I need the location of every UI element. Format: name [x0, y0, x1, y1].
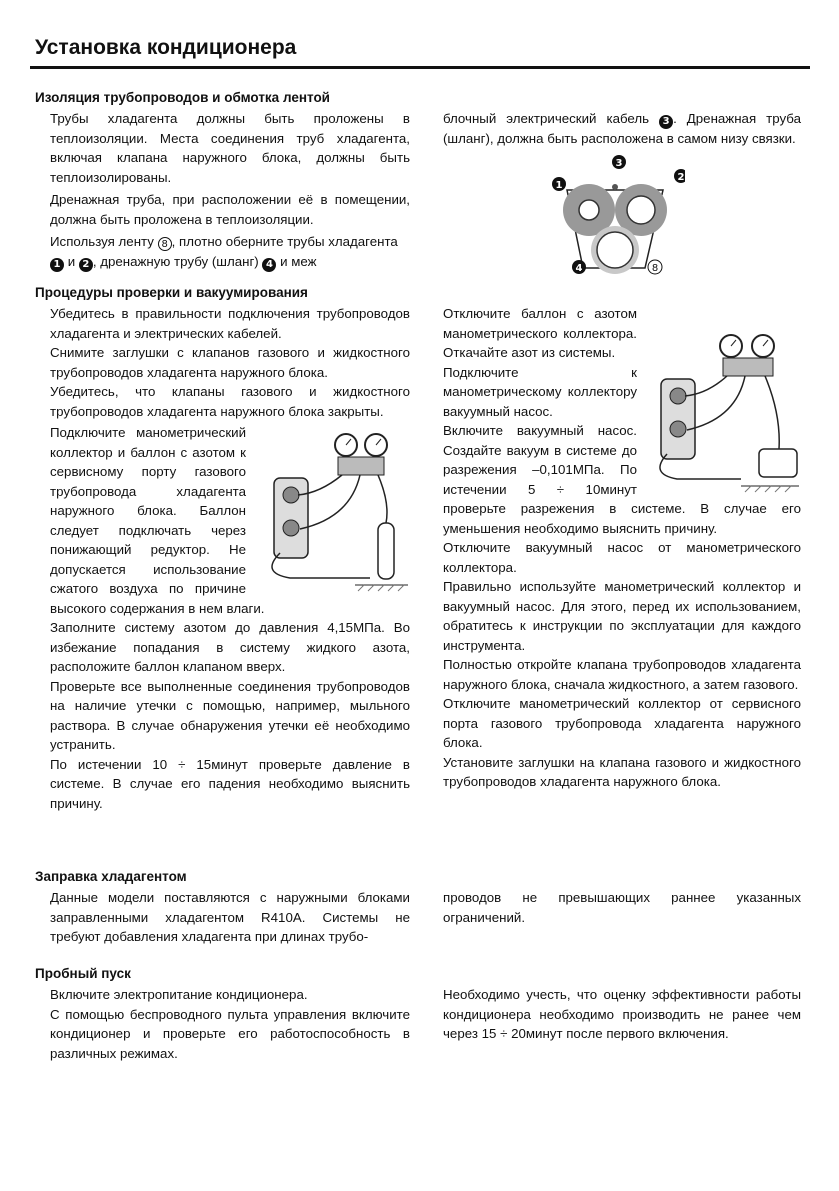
test-run-left-column: [50, 985, 410, 1063]
marker-4-icon: 4: [262, 258, 276, 272]
test-run-right-column: [443, 985, 801, 1044]
title-divider: [30, 66, 810, 69]
vacuum-block: [443, 304, 801, 538]
test-run-step-2: С помощью беспроводного пульта управления включите кондиционер и проверьте его работоспособность в различных режимах.: [50, 1006, 410, 1061]
section-heading-charging: Заправка хладагентом: [35, 869, 187, 884]
vacuum-step-8: Установите заглушки на клапана газового и жидкостного трубопроводов хладагента наружного блока.: [443, 754, 801, 789]
marker-2-icon: 2: [79, 258, 93, 272]
test-run-note: Необходимо учесть, что оценку эффективности работы кондиционера необходимо производить не ранее чем через 15 ÷ 20минут после первого включения.: [443, 987, 801, 1041]
charging-right-column: [443, 888, 801, 927]
insulation-right-paragraph: блочный электрический кабель 3 . Дренажная труба (шланг), должна быть расположена в самом низу связки.: [443, 111, 801, 146]
vacuum-step-5: Правильно используйте манометрический коллектор и вакуумный насос. Для этого, перед их использованием, обратитесь к инструкции по эксплуатации для каждого инструмента.: [443, 579, 801, 653]
svg-text:1: 1: [555, 180, 563, 191]
check-left-column: [50, 304, 410, 813]
insulation-left-column: [50, 109, 410, 272]
insulation-right-column: [443, 109, 801, 149]
charging-left-column: [50, 888, 410, 947]
check-step-3: Убедитесь, что клапаны газового и жидкостного трубопроводов хладагента наружного блока закрыты.: [50, 384, 410, 419]
page-title: Установка кондиционера: [35, 36, 297, 59]
section-heading-test-run: Пробный пуск: [35, 966, 131, 981]
diagram-marker-1-icon: [552, 177, 566, 191]
check-step-1: Убедитесь в правильности подключения трубопроводов хладагента и электрических кабелей.: [50, 306, 410, 341]
vacuum-step-1: Отключите баллон с азотом манометрического коллектора. Откачайте азот из системы.: [443, 306, 637, 360]
nitrogen-manifold-diagram: [250, 423, 410, 598]
vacuum-step-7: Отключите манометрический коллектор от сервисного порта газового трубопровода хладагента наружного блока.: [443, 696, 801, 750]
section-heading-check: Процедуры проверки и вакуумирования: [35, 285, 308, 300]
section-heading-insulation: Изоляция трубопроводов и обмотка лентой: [35, 90, 330, 105]
svg-text:3: 3: [615, 158, 623, 169]
vacuum-step-6: Полностью откройте клапана трубопроводов хладагента наружного блока, сначала жидкостного, а затем газового.: [443, 657, 801, 692]
vacuum-step-3: Включите вакуумный насос. Создайте вакуум в системе до разрежения –0,101МПа. По истечении 5 ÷ 10минут проверьте разрежения в системе. В случае его уменьшения необходимо выяснить причину.: [443, 423, 801, 536]
check-step-6: Проверьте все выполненные соединения трубопроводов на наличие утечки с помощью, например, мыльного раствора. В случае обнаружения утечки её необходимо устранить.: [50, 678, 410, 752]
vacuum-step-2: Подключите к манометрическому коллектору вакуумный насос.: [443, 364, 637, 419]
check-step-2: Снимите заглушки с клапанов газового и жидкостного трубопроводов хладагента наружного блока.: [50, 345, 410, 380]
svg-text:8: 8: [651, 263, 659, 274]
diagram-marker-8-icon: [648, 260, 662, 274]
insulation-paragraph-2: Дренажная труба, при расположении её в помещении, должна быть проложена в теплоизоляции.: [50, 192, 410, 227]
svg-text:2: 2: [677, 172, 685, 183]
test-run-step-1: Включите электропитание кондиционера.: [50, 987, 308, 1002]
vacuum-step-4: Отключите вакуумный насос от манометрического коллектора.: [443, 540, 801, 575]
pipe-bundle-diagram: [545, 150, 685, 285]
check-step-5: Заполните систему азотом до давления 4,15МПа. Во избежание попадания в систему жидкого азота, расположите баллон клапаном вверх.: [50, 620, 410, 674]
marker-8-icon: 8: [158, 237, 172, 251]
check-step-7: По истечении 10 ÷ 15минут проверьте давление в системе. В случае его падения необходимо выяснить причину.: [50, 756, 410, 811]
insulation-paragraph-3: Используя ленту 8 , плотно оберните трубы хладагента 1 и 2 , дренажную трубу (шланг) 4 и меж: [50, 234, 398, 270]
charging-paragraph: Данные модели поставляются с наружными блоками заправленными хладагентом R410A. Системы не требуют добавления хладагента при длинах трубо-: [50, 890, 410, 944]
diagram-marker-2-icon: [674, 169, 685, 183]
charging-paragraph-continued: проводов не превышающих раннее указанных ограничений.: [443, 890, 801, 925]
marker-1-icon: 1: [50, 258, 64, 272]
marker-3-icon: 3: [659, 115, 673, 129]
insulation-paragraph-1: Трубы хладагента должны быть проложены в теплоизоляции. Места соединения труб хладагента, включая клапана наружного блока, должны быть теплоизолированы.: [50, 111, 410, 185]
svg-text:4: 4: [575, 263, 583, 274]
check-step-4-block: [50, 423, 410, 618]
vacuum-manifold-diagram: [641, 324, 801, 499]
diagram-marker-4-icon: [572, 260, 586, 274]
check-step-4: Подключите манометрический коллектор и баллон с азотом к сервисному порту газового трубопровода хладагента наружного блока. Баллон следует подключать через понижающий редуктор. Не допускается использование сжатого воздуха по причине высокого содержания в нем влаги.: [50, 425, 265, 616]
check-right-column: [443, 304, 801, 792]
diagram-marker-3-icon: [612, 155, 626, 169]
